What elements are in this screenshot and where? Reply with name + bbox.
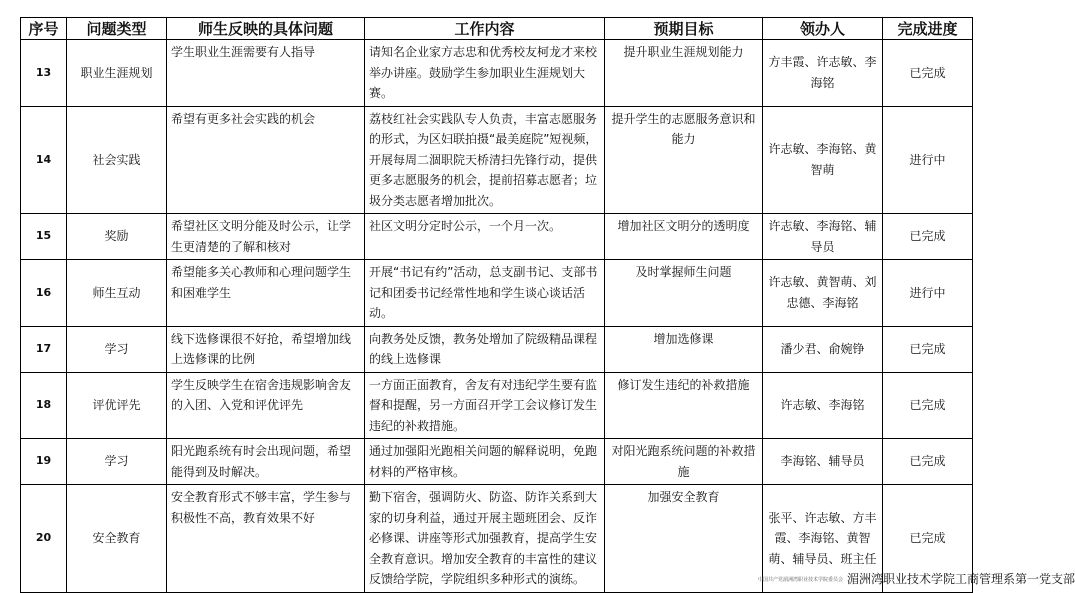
cell-work: 开展“书记有约”活动，总支副书记、支部书记和团委书记经常性地和学生谈心谈话活动。 <box>365 260 605 327</box>
issues-table <box>20 17 973 593</box>
cell-goal: 提升职业生涯规划能力 <box>605 40 763 107</box>
cell-people: 潘少君、俞婉铮 <box>763 326 883 372</box>
cell-people: 李海铭、辅导员 <box>763 439 883 485</box>
cell-type: 学习 <box>67 326 167 372</box>
cell-idx: 18 <box>21 372 67 439</box>
footer-small-text: 中国共产党湄洲湾职业技术学院委员会 <box>758 576 844 583</box>
cell-type: 师生互动 <box>67 260 167 327</box>
header-problem: 师生反映的具体问题 <box>167 18 365 40</box>
footer <box>758 572 1075 586</box>
cell-type: 安全教育 <box>67 485 167 593</box>
cell-work: 社区文明分定时公示，一个月一次。 <box>365 214 605 260</box>
cell-goal: 提升学生的志愿服务意识和能力 <box>605 106 763 214</box>
cell-problem: 安全教育形式不够丰富，学生参与积极性不高，教育效果不好 <box>167 485 365 593</box>
cell-goal: 加强安全教育 <box>605 485 763 593</box>
header-goal: 预期目标 <box>605 18 763 40</box>
table-row <box>21 260 973 327</box>
footer-text: 湄洲湾职业技术学院工商管理系第一党支部 <box>847 572 1075 586</box>
cell-idx: 16 <box>21 260 67 327</box>
header-people: 领办人 <box>763 18 883 40</box>
cell-work: 一方面正面教育，舍友有对违纪学生要有监督和提醒，另一方面召开学工会议修订发生违纪的补救措施。 <box>365 372 605 439</box>
table-row <box>21 326 973 372</box>
cell-type: 奖励 <box>67 214 167 260</box>
cell-goal: 修订发生违纪的补救措施 <box>605 372 763 439</box>
cell-problem: 学生职业生涯需要有人指导 <box>167 40 365 107</box>
table-body <box>21 40 973 593</box>
cell-idx: 17 <box>21 326 67 372</box>
table-row <box>21 106 973 214</box>
cell-type: 评优评先 <box>67 372 167 439</box>
table-row <box>21 214 973 260</box>
cell-work: 请知名企业家方志忠和优秀校友柯龙才来校举办讲座。鼓励学生参加职业生涯规划大赛。 <box>365 40 605 107</box>
cell-people: 许志敏、李海铭 <box>763 372 883 439</box>
cell-idx: 20 <box>21 485 67 593</box>
cell-type: 社会实践 <box>67 106 167 214</box>
cell-goal: 及时掌握师生问题 <box>605 260 763 327</box>
header-index: 序号 <box>21 18 67 40</box>
cell-type: 学习 <box>67 439 167 485</box>
header-status: 完成进度 <box>883 18 973 40</box>
cell-status: 已完成 <box>883 485 973 593</box>
cell-problem: 希望能多关心教师和心理问题学生和困难学生 <box>167 260 365 327</box>
header-row <box>21 18 973 40</box>
cell-goal: 增加选修课 <box>605 326 763 372</box>
cell-work: 通过加强阳光跑相关问题的解释说明，免跑材料的严格审核。 <box>365 439 605 485</box>
cell-people: 许志敏、李海铭、辅导员 <box>763 214 883 260</box>
table-row <box>21 439 973 485</box>
cell-idx: 15 <box>21 214 67 260</box>
cell-problem: 学生反映学生在宿舍违规影响舍友的入团、入党和评优评先 <box>167 372 365 439</box>
cell-idx: 14 <box>21 106 67 214</box>
cell-status: 已完成 <box>883 326 973 372</box>
cell-idx: 19 <box>21 439 67 485</box>
cell-people: 许志敏、黄智萌、刘忠德、李海铭 <box>763 260 883 327</box>
cell-people: 许志敏、李海铭、黄智萌 <box>763 106 883 214</box>
cell-work: 向教务处反馈，教务处增加了院级精品课程的线上选修课 <box>365 326 605 372</box>
cell-status: 已完成 <box>883 40 973 107</box>
header-type: 问题类型 <box>67 18 167 40</box>
cell-status: 已完成 <box>883 439 973 485</box>
cell-goal: 增加社区文明分的透明度 <box>605 214 763 260</box>
cell-status: 进行中 <box>883 260 973 327</box>
header-work: 工作内容 <box>365 18 605 40</box>
cell-idx: 13 <box>21 40 67 107</box>
cell-type: 职业生涯规划 <box>67 40 167 107</box>
cell-status: 已完成 <box>883 372 973 439</box>
cell-problem: 阳光跑系统有时会出现问题，希望能得到及时解决。 <box>167 439 365 485</box>
cell-status: 进行中 <box>883 106 973 214</box>
cell-work: 荔枝红社会实践队专人负责，丰富志愿服务的形式，为区妇联拍摄“最美庭院”短视频，开展每周二涸职院天桥清扫先锋行动，提供更多志愿服务的机会，提前招募志愿者；垃圾分类志愿者增加批次。 <box>365 106 605 214</box>
cell-people: 张平、许志敏、方丰霞、李海铭、黄智萌、辅导员、班主任 <box>763 485 883 593</box>
table-row <box>21 372 973 439</box>
table-row <box>21 40 973 107</box>
cell-status: 已完成 <box>883 214 973 260</box>
cell-problem: 线下选修课很不好抢，希望增加线上选修课的比例 <box>167 326 365 372</box>
cell-goal: 对阳光跑系统问题的补救措施 <box>605 439 763 485</box>
cell-problem: 希望有更多社会实践的机会 <box>167 106 365 214</box>
cell-people: 方丰霞、许志敏、李海铭 <box>763 40 883 107</box>
cell-problem: 希望社区文明分能及时公示，让学生更清楚的了解和核对 <box>167 214 365 260</box>
cell-work: 勤下宿舍，强调防火、防盗、防诈关系到大家的切身利益，通过开展主题班团会、反诈必修课、讲座等形式加强教育，提高学生安全教育意识。增加安全教育的丰富性的建议反馈给学院，学院组织多种形式的演练。 <box>365 485 605 593</box>
